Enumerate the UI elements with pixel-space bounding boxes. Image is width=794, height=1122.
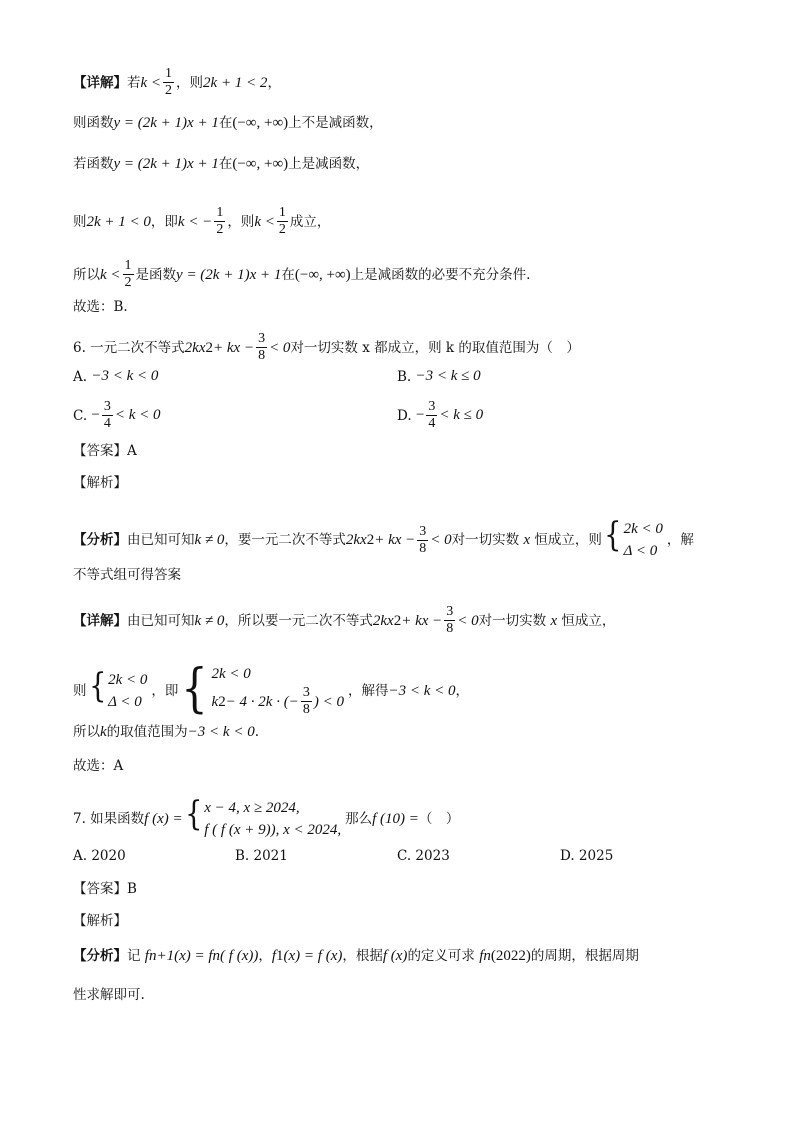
math: k ≠ 0 <box>194 532 225 548</box>
q6-detail-line-4 <box>73 756 734 776</box>
option-text: B. 2021 <box>235 848 288 864</box>
math: 2kx <box>184 339 206 356</box>
q6-answer <box>73 441 734 461</box>
text: 若函数 <box>73 156 114 172</box>
q6-detail-line-1 <box>73 604 734 637</box>
math: + kx − <box>213 339 255 356</box>
math: − 4 · 2k · (− <box>225 693 299 710</box>
text: 的周期，根据周期 <box>530 948 639 964</box>
superscript: 2 <box>366 532 375 548</box>
superscript: n <box>212 948 221 964</box>
equation-system <box>602 515 663 562</box>
text: 的定义可求 <box>407 948 475 964</box>
math: f (x) <box>382 948 408 964</box>
q7-answer <box>73 879 734 899</box>
frac-num: 1 <box>216 205 224 220</box>
q6-stem <box>73 331 734 364</box>
math: < k < 0 <box>114 407 161 423</box>
text: 上是减函数的必要不充分条件. <box>350 266 531 283</box>
math: (2022) <box>490 948 531 964</box>
detail-line-4 <box>73 205 734 238</box>
text: 性求解即可. <box>73 987 145 1003</box>
option-label: A. <box>73 368 88 385</box>
math: − <box>415 407 425 423</box>
fraction <box>163 66 174 99</box>
math: x <box>550 612 558 629</box>
text: 在 <box>281 266 295 283</box>
frac-den: 2 <box>124 275 132 290</box>
math: + kx − <box>401 612 443 629</box>
option-label: D. <box>397 407 412 424</box>
fraction <box>214 205 225 238</box>
left-brace-icon: { <box>184 794 203 834</box>
frac-den: 8 <box>302 702 310 717</box>
detail-line-6 <box>73 297 734 317</box>
system-row: 2k < 0 <box>211 666 251 682</box>
text: ， <box>455 682 469 699</box>
fraction <box>417 524 428 557</box>
system-row: 2k < 0 <box>108 671 148 688</box>
math: f <box>144 948 149 964</box>
q6-detail-line-3 <box>73 722 734 742</box>
text: 所以 <box>73 724 100 740</box>
answer-text: 【答案】A <box>73 443 137 459</box>
math: 2kx <box>345 532 367 548</box>
frac-num: 3 <box>428 399 436 414</box>
equation-system <box>178 659 344 719</box>
q7-option-c[interactable] <box>397 848 450 864</box>
frac-num: 1 <box>124 258 132 273</box>
text: ，根据 <box>342 948 383 964</box>
answer-text: 【答案】B <box>73 881 137 897</box>
text: 则函数 <box>73 115 114 131</box>
math: 2kx <box>372 612 394 629</box>
q6-option-d[interactable] <box>397 399 483 432</box>
superscript: 2 <box>393 612 402 629</box>
frac-num: 3 <box>446 604 454 619</box>
text: 上不是减函数， <box>288 115 383 131</box>
q7-analysis-heading <box>73 911 734 931</box>
math: < 0 <box>430 532 452 548</box>
text: 的取值范围为 <box>106 724 188 740</box>
text: 不等式组可得答案 <box>73 567 181 583</box>
text: 若 <box>127 74 141 91</box>
math: k <box>100 724 107 740</box>
detail-line-1 <box>73 66 734 99</box>
superscript: 2 <box>205 339 213 356</box>
q6-option-a[interactable] <box>73 368 158 385</box>
math: < 0 <box>457 612 479 629</box>
text: （ ） <box>418 811 460 827</box>
text: ，解 <box>666 532 694 548</box>
text: ，要一元二次不等式 <box>224 532 346 548</box>
frac-den: 4 <box>103 416 111 431</box>
math: (x) = f <box>174 948 213 964</box>
system-row <box>212 685 344 718</box>
frac-den: 8 <box>419 540 427 556</box>
math: −3 < k ≤ 0 <box>415 368 481 384</box>
math: 2k + 1 < 2 <box>203 74 268 91</box>
q6-analysis-heading <box>73 473 734 493</box>
left-brace-icon: { <box>181 659 209 719</box>
detail-line-5 <box>73 258 734 291</box>
system-row: Δ < 0 <box>623 543 658 559</box>
math: f (10) = <box>372 811 419 827</box>
equation-system <box>87 665 148 713</box>
frac-num: 3 <box>419 523 427 539</box>
math: −3 < k < 0 <box>388 682 456 699</box>
frac-den: 2 <box>216 222 224 237</box>
option-text: D. 2025 <box>560 848 614 864</box>
option-text: C. 2023 <box>397 848 450 864</box>
math: < 0 <box>269 339 291 356</box>
analysis-text: 【解析】 <box>73 475 127 491</box>
superscript: n <box>483 948 491 964</box>
system-row: x − 4, x ≥ 2024, <box>204 800 300 816</box>
math: k < <box>100 266 121 283</box>
detail-line-2 <box>73 113 734 133</box>
text: 6. 一元二次不等式 <box>73 339 185 356</box>
math: k ≠ 0 <box>194 612 225 629</box>
math: y = (2k + 1)x + 1 <box>176 266 282 283</box>
text: 则 <box>73 213 87 230</box>
text: ，则 <box>227 213 255 230</box>
text: 成立， <box>289 213 331 230</box>
fraction <box>301 685 312 718</box>
text: 在 <box>218 156 233 172</box>
math: k < <box>140 74 162 91</box>
option-label: C. <box>73 407 88 424</box>
q6-analysis-line-1 <box>73 515 734 562</box>
text: ， <box>267 74 281 91</box>
text: ，则 <box>176 74 204 91</box>
q7-option-b[interactable] <box>235 848 288 864</box>
text: 则 <box>73 682 87 699</box>
q7-stem <box>73 794 734 841</box>
system-rows <box>204 797 341 841</box>
frac-num: 1 <box>278 205 286 220</box>
text: 故选：B. <box>73 299 128 315</box>
math: k <box>211 693 219 710</box>
math: f <box>271 948 277 964</box>
frac-num: 3 <box>302 685 310 700</box>
math: −3 < k < 0 <box>91 368 159 384</box>
math: − <box>91 407 100 423</box>
text: 对一切实数 x 都成立，则 k 的取值范围为（ ） <box>290 339 580 356</box>
frac-den: 4 <box>428 416 436 431</box>
text: 故选：A <box>73 758 124 774</box>
fraction <box>123 258 134 291</box>
text: 那么 <box>345 811 373 827</box>
piecewise-function <box>183 794 342 841</box>
q6-analysis-line-2 <box>73 565 734 585</box>
text: ， <box>258 948 272 964</box>
text: 是函数 <box>135 266 177 283</box>
q7-analysis-line-2 <box>73 985 734 1005</box>
detail-label: 【详解】 <box>73 612 127 629</box>
analysis-label: 【分析】 <box>73 948 127 964</box>
text: 7. 如果函数 <box>73 811 145 827</box>
q7-analysis-line-1 <box>73 946 734 966</box>
frac-num: 3 <box>103 399 111 414</box>
frac-den: 2 <box>165 83 173 98</box>
math: + kx − <box>374 532 416 548</box>
frac-num: 1 <box>165 66 173 81</box>
fraction <box>102 399 113 432</box>
superscript: 2 <box>218 693 226 710</box>
text: ，即 <box>150 213 178 230</box>
system-row: 2k < 0 <box>623 521 663 537</box>
text: 恒成立，则 <box>534 532 602 548</box>
math: −3 < k < 0 <box>187 724 255 740</box>
text: 对一切实数 <box>478 612 547 629</box>
fraction <box>444 604 455 637</box>
text: 在 <box>218 115 233 131</box>
math: < k ≤ 0 <box>439 407 484 423</box>
frac-den: 8 <box>258 348 266 363</box>
math: k < <box>254 213 275 230</box>
math: (−∞, +∞) <box>232 115 289 131</box>
system-rows <box>624 518 663 562</box>
text: . <box>254 724 259 740</box>
math: y = (2k + 1)x + 1 <box>113 115 219 131</box>
q6-detail-line-2 <box>73 659 734 719</box>
math: (−∞, +∞) <box>232 156 289 172</box>
math: (x) = f (x) <box>283 948 343 964</box>
text: ，所以要一元二次不等式 <box>224 612 373 629</box>
text: ，解得 <box>347 682 389 699</box>
system-row: Δ < 0 <box>108 693 142 710</box>
system-rows <box>212 663 344 718</box>
math: (−∞, +∞) <box>294 266 351 283</box>
math: x <box>523 532 531 548</box>
left-brace-icon: { <box>88 665 106 706</box>
text: 上是减函数， <box>288 156 370 172</box>
q7-option-a[interactable] <box>73 848 126 864</box>
text: 由已知可知 <box>127 612 195 629</box>
text: 所以 <box>73 266 100 283</box>
fraction <box>426 399 437 432</box>
frac-den: 2 <box>278 222 286 237</box>
option-text: A. 2020 <box>73 848 126 864</box>
text: 记 <box>127 948 141 964</box>
text: 由已知可知 <box>127 532 195 548</box>
math: 2k + 1 < 0 <box>86 213 151 230</box>
math: y = (2k + 1)x + 1 <box>113 156 219 172</box>
superscript: 1 <box>276 948 284 964</box>
text: ，即 <box>151 682 179 699</box>
analysis-label: 【分析】 <box>73 532 127 548</box>
q7-option-d[interactable] <box>560 848 613 864</box>
math: f <box>479 948 484 964</box>
detail-line-3 <box>73 154 734 174</box>
math: k < − <box>177 213 213 230</box>
option-label: B. <box>397 368 412 385</box>
text: 对一切实数 <box>451 532 520 548</box>
math: ( f (x)) <box>220 948 259 964</box>
superscript: n+1 <box>148 948 175 964</box>
analysis-text: 【解析】 <box>73 913 127 929</box>
fraction <box>277 205 288 238</box>
detail-label: 【详解】 <box>73 74 127 91</box>
system-rows <box>108 669 147 713</box>
frac-den: 8 <box>446 621 454 636</box>
frac-num: 3 <box>258 331 266 346</box>
system-row: f ( f (x + 9)), x < 2024, <box>204 822 342 838</box>
text: 恒成立， <box>561 612 616 629</box>
fraction <box>256 331 267 364</box>
left-brace-icon: { <box>604 515 622 555</box>
q6-option-b[interactable] <box>397 368 481 385</box>
math: f (x) = <box>144 811 183 827</box>
math: ) < 0 <box>313 693 344 710</box>
q6-option-c[interactable] <box>73 399 161 432</box>
